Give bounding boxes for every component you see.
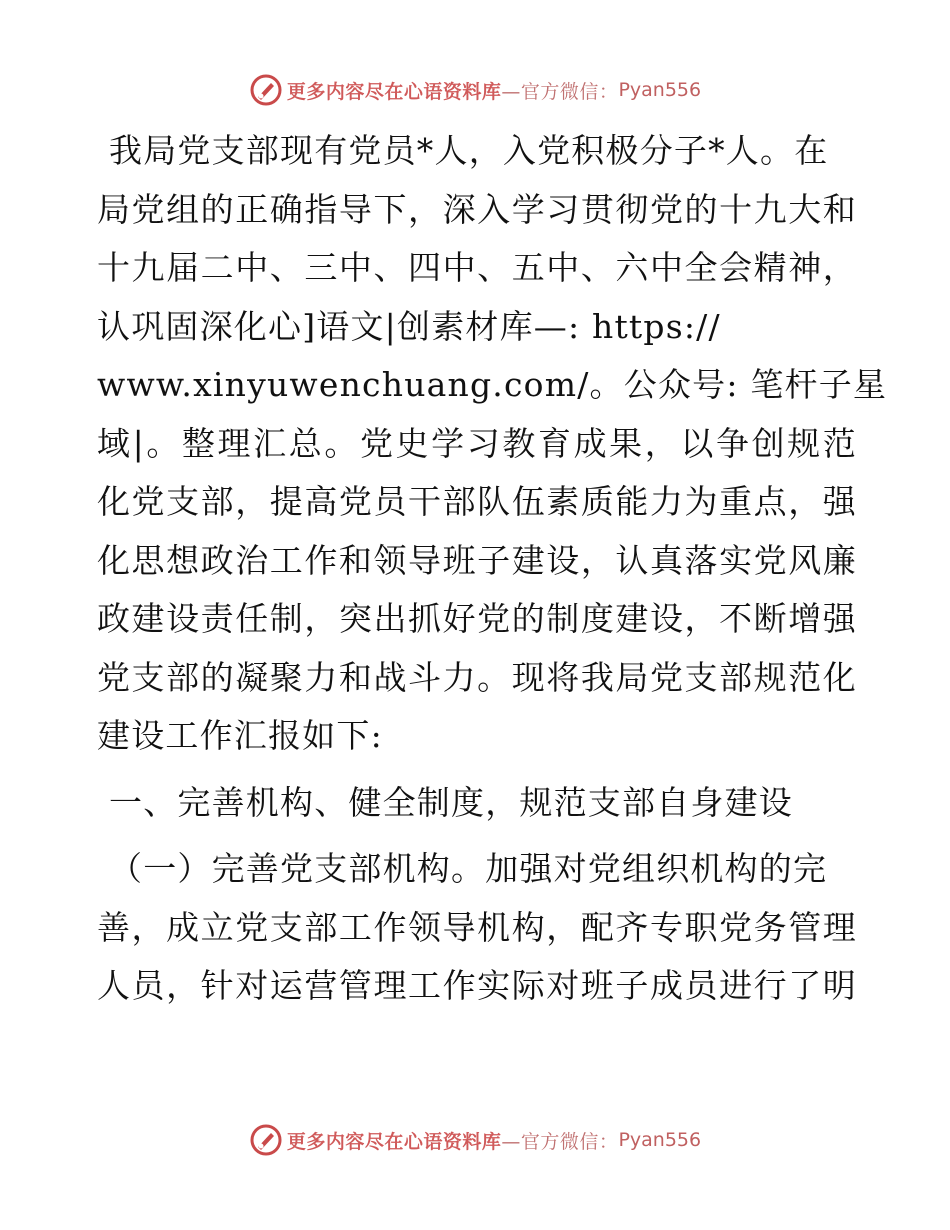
- body-line: 域|。整理汇总。党史学习教育成果，以争创规范: [97, 423, 857, 463]
- paragraph-gap: [97, 766, 857, 774]
- footer-watermark-id: Pyan556: [618, 1129, 702, 1151]
- body-line: 人员，针对运营管理工作实际对班子成员进行了明: [97, 966, 857, 1005]
- body-line: （一）完善党支部机构。加强对党组织机构的完: [109, 849, 828, 888]
- body-line: 政建设责任制，突出抓好党的制度建设，不断增强: [97, 599, 857, 638]
- body-line: www.xinyuwenchuang.com/。公众号: 笔杆子星: [97, 365, 888, 404]
- header-watermark-sub: —官方微信：: [501, 80, 619, 103]
- header-watermark-main: 更多内容尽在心语资料库: [286, 80, 502, 103]
- body-line: 善，成立党支部工作领导机构，配齐专职党务管理: [97, 907, 857, 947]
- body-line: 化思想政治工作和领导班子建设，认真落实党风廉: [97, 540, 857, 580]
- header-watermark: [0, 70, 950, 110]
- body-line: 党支部的凝聚力和战斗力。现将我局党支部规范化: [97, 657, 857, 697]
- footer-watermark-sub: —官方微信：: [501, 1130, 619, 1153]
- paragraph-gap: [97, 832, 857, 840]
- pen-logo-icon: [249, 73, 283, 107]
- body-line: 认巩固深化心]语文|创素材库—: https://: [97, 306, 721, 346]
- footer-watermark: [0, 1120, 950, 1160]
- body-line: 建设工作汇报如下:: [97, 716, 383, 755]
- header-watermark-id: Pyan556: [618, 79, 702, 101]
- pen-logo-icon: [249, 1123, 283, 1157]
- section-heading: 一、完善机构、健全制度，规范支部自身建设: [109, 782, 793, 822]
- body-line: 局党组的正确指导下，深入学习贯彻党的十九大和: [97, 189, 857, 229]
- footer-watermark-main: 更多内容尽在心语资料库: [286, 1130, 502, 1153]
- document-body: [97, 122, 888, 1016]
- body-line: 十九届二中、三中、四中、五中、六中全会精神，: [97, 248, 857, 287]
- body-line: 化党支部，提高党员干部队伍素质能力为重点，强: [97, 482, 857, 521]
- body-line: 我局党支部现有党员*人，入党积极分子*人。在: [109, 131, 829, 170]
